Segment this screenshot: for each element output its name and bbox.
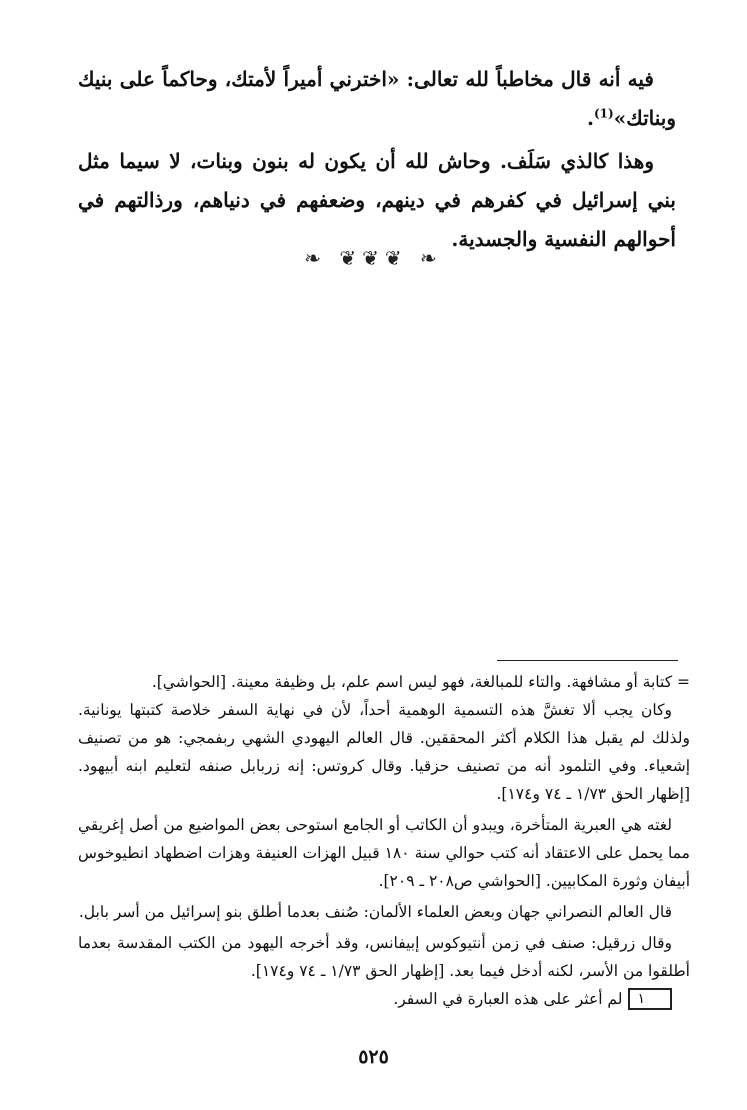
footnote-1: [78, 985, 690, 1013]
footnote-paragraph-3: لغته هي العبرية المتأخرة، ويبدو أن الكاتب أو الجامع استوحى بعض المواضيع من أصل إغريقي مما يحمل على الاعتقاد أنه كتب حوالي سنة ١٨٠ قبيل الهزات العنيفة وهزات اضطهاد انطيوخوس أبيفان وثورة المكابيين. [الحواشي ص٢٠٨ ـ ٢٠٩].: [78, 816, 690, 890]
footnote-continuation: = كتابة أو مشافهة. والتاء للمبالغة، فهو ليس اسم علم، بل وظيفة معينة. [الحواشي].: [151, 673, 690, 691]
footnote-1-number: ١: [628, 988, 672, 1010]
footnote-divider: [497, 660, 678, 661]
main-paragraph-1-text: فيه أنه قال مخاطباً لله تعالى: «اخترني أميراً لأمتك، وحاكماً على بنيك وبناتك»: [78, 67, 676, 130]
main-paragraph-2: وهذا كالذي سَلَف. وحاش لله أن يكون له بنون وبنات، لا سيما مثل بني إسرائيل في كفرهم في دينهم، وضعفهم في دنياهم، ورذالتهم في أحوالهم النفسية والجسدية.: [78, 149, 676, 251]
main-paragraph-1: [78, 60, 676, 138]
footnote-paragraph-2: وكان يجب ألا تغشَّ هذه التسمية الوهمية أحداً، لأن في نهاية السفر خلاصة كتبتها يونانية. ولذلك لم يقبل هذا الكلام أكثر المحققين. قال العالم اليهودي الشهي ربفمجي: هو من تصنيف إشعياء. وفي التلمود أنه من تصنيف حزقيا. وقال كروتس: إنه زربابل صنفه لتعليم ابنه أبيهود. [إظهار الحق ١/٧٣ ـ ٧٤ و١٧٤].: [78, 701, 690, 803]
footnote-paragraph-5: وقال زرقيل: صنف في زمن أنتيوكوس إبيفانس، وقد أخرجه اليهود من الكتب المقدسة بعدما أطلقوا من الأسر، لكنه أدخل فيما بعد. [إظهار الحق ١/٧٣ ـ ٧٤ و١٧٤].: [78, 934, 690, 980]
footnote-1-text: لم أعثر على هذه العبارة في السفر.: [393, 990, 623, 1008]
main-text: [78, 60, 676, 259]
footnote-reference: (1): [593, 106, 614, 121]
main-paragraph-1-end: .: [587, 106, 594, 130]
page-number: ٥٢٥: [358, 1046, 389, 1068]
footnote-paragraph-4: قال العالم النصراني جهان وبعض العلماء الألمان: صُنف بعدما أطلق بنو إسرائيل من أسر بابل.: [78, 903, 672, 921]
footnotes: [78, 668, 690, 1013]
section-ornament: ❧ ❦❦❦ ❧: [304, 246, 443, 270]
